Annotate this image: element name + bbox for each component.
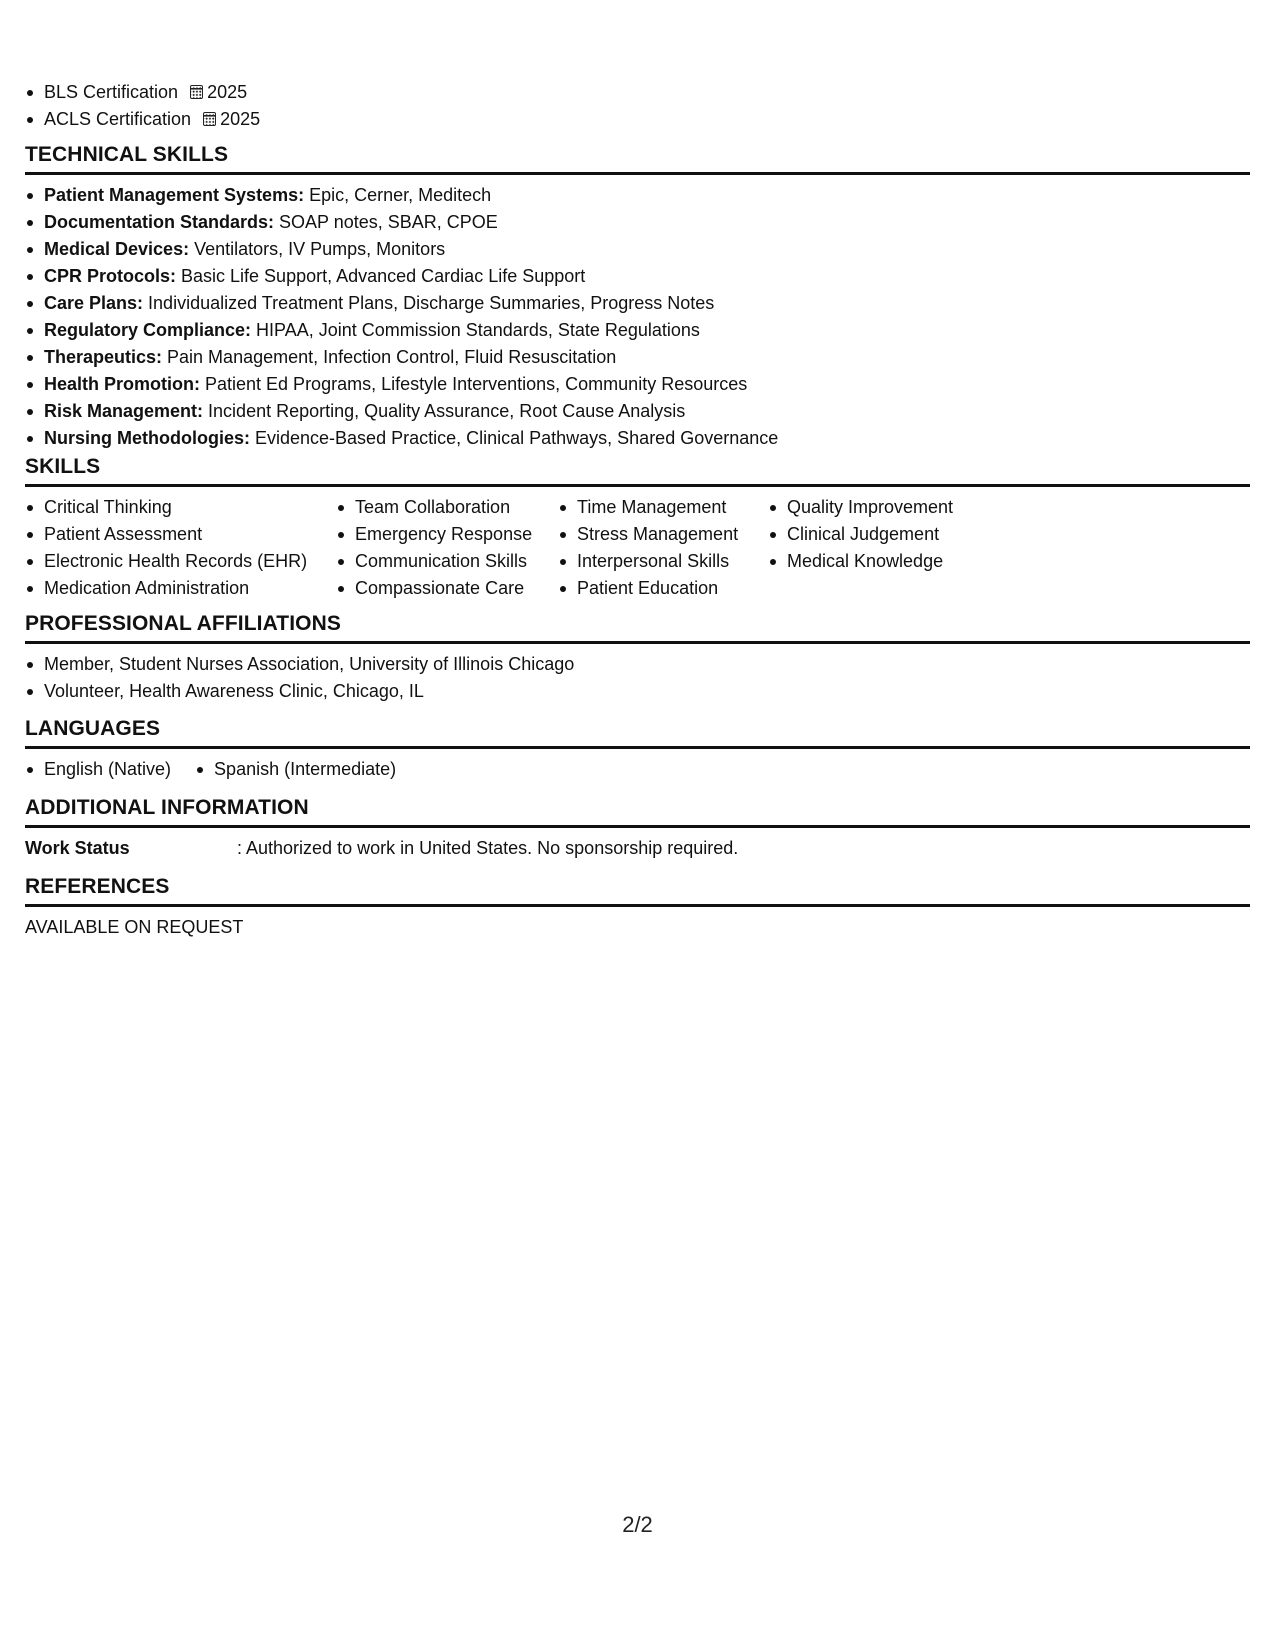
skill-value: Ventilators, IV Pumps, Monitors <box>189 239 446 259</box>
section-heading: ADDITIONAL INFORMATION <box>25 795 1250 828</box>
skills-section <box>25 454 1250 602</box>
cert-year: 2025 <box>220 109 261 129</box>
skill-value: SOAP notes, SBAR, CPOE <box>274 212 498 232</box>
list-item <box>25 317 1250 344</box>
references-text: AVAILABLE ON REQUEST <box>25 917 244 937</box>
skill-value: Pain Management, Infection Control, Fluid Resuscitation <box>162 347 617 367</box>
list-item: Emergency Response <box>336 521 558 548</box>
calendar-icon <box>203 112 216 126</box>
list-item: Electronic Health Records (EHR) <box>25 548 336 575</box>
skill-label: CPR Protocols: <box>44 266 177 286</box>
skill-label: Health Promotion: <box>44 374 200 394</box>
skill-value: HIPAA, Joint Commission Standards, State Regulations <box>251 320 700 340</box>
skill-label: Patient Management Systems: <box>44 185 305 205</box>
list-item <box>25 182 1250 209</box>
skill-label: Risk Management: <box>44 401 204 421</box>
list-item <box>25 371 1250 398</box>
list-item: Time Management <box>558 494 768 521</box>
list-item <box>25 290 1250 317</box>
skill-label: Documentation Standards: <box>44 212 275 232</box>
list-item <box>25 425 1250 452</box>
cert-year: 2025 <box>207 82 248 102</box>
list-item: Team Collaboration <box>336 494 558 521</box>
skill-value: Patient Ed Programs, Lifestyle Interventions, Community Resources <box>200 374 748 394</box>
languages-list <box>25 749 1250 783</box>
list-item: Interpersonal Skills <box>558 548 768 575</box>
additional-information-section <box>25 795 1250 861</box>
list-item: Medication Administration <box>25 575 336 602</box>
calendar-icon <box>190 85 203 99</box>
list-item: Communication Skills <box>336 548 558 575</box>
list-item <box>25 236 1250 263</box>
list-item: Stress Management <box>558 521 768 548</box>
list-item: Volunteer, Health Awareness Clinic, Chicago, IL <box>25 678 1250 705</box>
skill-value: Incident Reporting, Quality Assurance, Root Cause Analysis <box>203 401 686 421</box>
skills-column <box>558 494 768 602</box>
certifications-list <box>25 79 260 133</box>
skills-column <box>768 494 988 602</box>
list-item <box>25 79 260 106</box>
work-status-value: : Authorized to work in United States. No sponsorship required. <box>237 838 739 858</box>
cert-date <box>203 109 260 129</box>
list-item <box>25 398 1250 425</box>
skill-value: Individualized Treatment Plans, Discharge Summaries, Progress Notes <box>143 293 715 313</box>
list-item: Clinical Judgement <box>768 521 988 548</box>
section-heading: LANGUAGES <box>25 716 1250 749</box>
skill-label: Medical Devices: <box>44 239 190 259</box>
section-heading: REFERENCES <box>25 874 1250 907</box>
page-number: 2/2 <box>622 1512 653 1537</box>
skill-label: Regulatory Compliance: <box>44 320 252 340</box>
list-item: Patient Education <box>558 575 768 602</box>
work-status-label: Work Status <box>25 838 130 858</box>
list-item <box>25 263 1250 290</box>
skill-label: Care Plans: <box>44 293 144 313</box>
list-item <box>25 106 260 133</box>
skill-label: Therapeutics: <box>44 347 163 367</box>
list-item: Patient Assessment <box>25 521 336 548</box>
work-status-row <box>25 828 1250 861</box>
cert-name: BLS Certification <box>44 82 179 102</box>
cert-date <box>190 82 247 102</box>
list-item: Spanish (Intermediate) <box>195 756 396 783</box>
cert-name: ACLS Certification <box>44 109 192 129</box>
skills-column <box>25 494 336 602</box>
section-heading: SKILLS <box>25 454 1250 487</box>
skills-column <box>336 494 558 602</box>
list-item: Medical Knowledge <box>768 548 988 575</box>
skill-value: Epic, Cerner, Meditech <box>304 185 492 205</box>
affiliations-section <box>25 611 1250 705</box>
skills-grid <box>25 487 1250 602</box>
references-section <box>25 874 1250 940</box>
list-item: Quality Improvement <box>768 494 988 521</box>
languages-section <box>25 716 1250 783</box>
skill-value: Basic Life Support, Advanced Cardiac Life Support <box>176 266 586 286</box>
technical-skills-section <box>25 142 1250 452</box>
list-item: Critical Thinking <box>25 494 336 521</box>
list-item <box>25 344 1250 371</box>
section-heading: TECHNICAL SKILLS <box>25 142 1250 175</box>
section-heading: PROFESSIONAL AFFILIATIONS <box>25 611 1250 644</box>
list-item: Member, Student Nurses Association, University of Illinois Chicago <box>25 651 1250 678</box>
skill-value: Evidence-Based Practice, Clinical Pathways, Shared Governance <box>250 428 779 448</box>
skill-label: Nursing Methodologies: <box>44 428 250 448</box>
affiliations-list <box>25 644 1250 705</box>
list-item: Compassionate Care <box>336 575 558 602</box>
list-item: English (Native) <box>25 756 171 783</box>
list-item <box>25 209 1250 236</box>
technical-skills-list <box>25 175 1250 452</box>
